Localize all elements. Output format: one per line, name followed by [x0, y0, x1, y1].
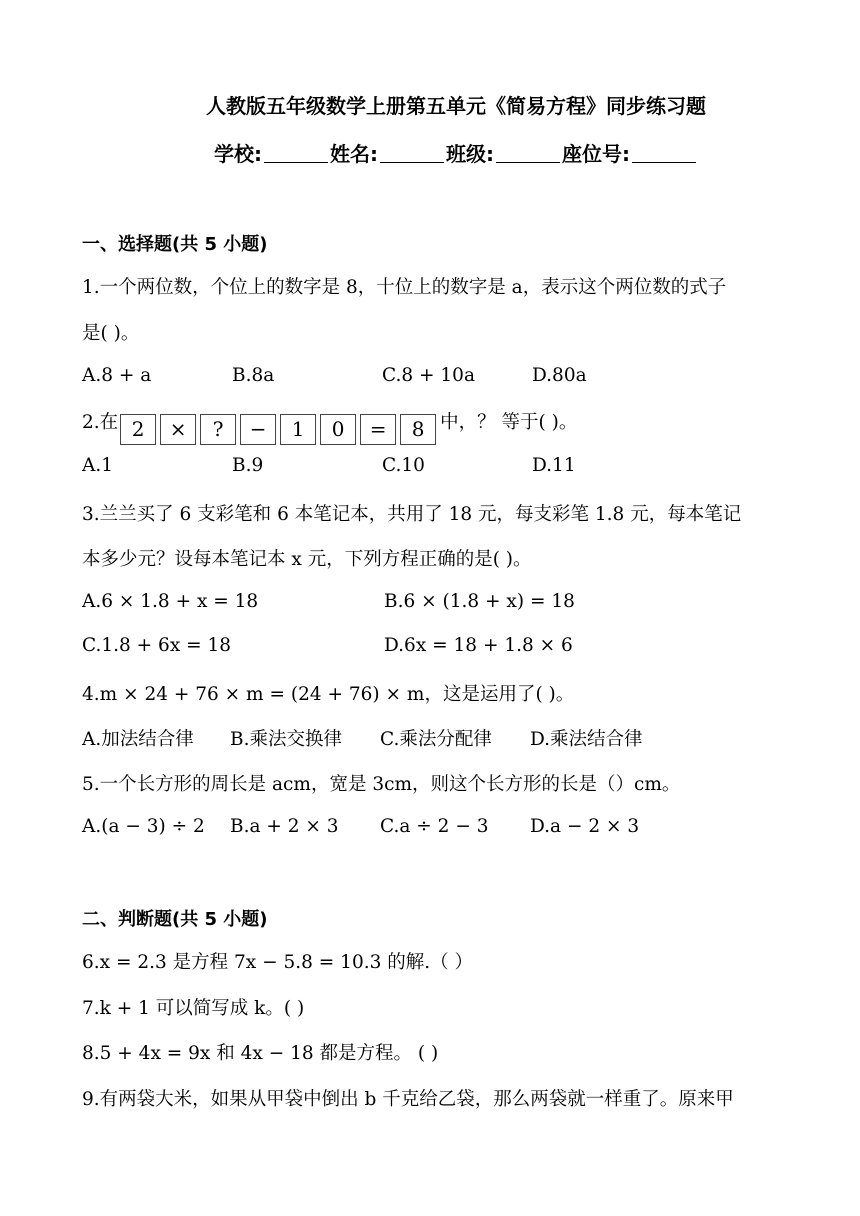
digit-box: 1: [280, 414, 316, 445]
class-blank[interactable]: [496, 146, 560, 163]
student-info-line: [0, 138, 860, 167]
q4-option-c[interactable]: C.乘法分配律: [380, 729, 492, 750]
q1-option-c[interactable]: C.8 + 10a: [382, 365, 475, 386]
q5-option-b[interactable]: B.a + 2 × 3: [230, 816, 339, 837]
q3-text-line2: 本多少元？设每本笔记本 x 元，下列方程正确的是( )。: [82, 549, 532, 570]
q2-prefix: 2.在: [82, 412, 119, 433]
q6-text: 6.x = 2.3 是方程 7x − 5.8 = 10.3 的解.（ ）: [82, 952, 474, 973]
q3-option-d[interactable]: D.6x = 18 + 1.8 × 6: [384, 635, 573, 656]
digit-box: 2: [120, 414, 156, 445]
q1-text-line1: 1.一个两位数，个位上的数字是 8，十位上的数字是 a，表示这个两位数的式子: [82, 277, 727, 298]
q3-option-c[interactable]: C.1.8 + 6x = 18: [82, 635, 232, 656]
name-label: 姓名:: [330, 142, 378, 166]
seat-blank[interactable]: [632, 146, 696, 163]
school-label: 学校:: [214, 142, 262, 166]
q2-option-b[interactable]: B.9: [232, 455, 264, 476]
q8-text: 8.5 + 4x = 9x 和 4x − 18 都是方程。 ( ): [82, 1043, 439, 1064]
section-heading-judgement: 二、判断题(共 5 小题): [82, 909, 268, 930]
q5-option-a[interactable]: A.(a − 3) ÷ 2: [82, 816, 205, 837]
q2-option-c[interactable]: C.10: [382, 455, 425, 476]
q5-text: 5.一个长方形的周长是 acm，宽是 3cm，则这个长方形的长是（）cm。: [82, 774, 681, 795]
school-blank[interactable]: [264, 146, 328, 163]
class-label: 班级:: [446, 142, 494, 166]
q5-option-c[interactable]: C.a ÷ 2 − 3: [380, 816, 489, 837]
equals-box: =: [360, 414, 396, 445]
minus-box: −: [240, 414, 276, 445]
q3-option-b[interactable]: B.6 × (1.8 + x) = 18: [384, 591, 575, 612]
q2-suffix: 中，？ 等于( )。: [440, 412, 578, 433]
q9-text: 9.有两袋大米，如果从甲袋中倒出 b 千克给乙袋，那么两袋就一样重了。原来甲: [82, 1089, 734, 1110]
q3-text-line1: 3.兰兰买了 6 支彩笔和 6 本笔记本，共用了 18 元，每支彩笔 1.8 元，每本笔记: [82, 504, 742, 525]
digit-box: 0: [320, 414, 356, 445]
q4-text: 4.m × 24 + 76 × m = (24 + 76) × m，这是运用了( )。: [82, 684, 575, 705]
q7-text: 7.k + 1 可以简写成 k。( ): [82, 998, 305, 1019]
q2-option-a[interactable]: A.1: [82, 455, 114, 476]
digit-box: 8: [400, 414, 436, 445]
multiply-box: ×: [160, 414, 196, 445]
q1-text-line2: 是( )。: [82, 323, 140, 344]
q3-option-a[interactable]: A.6 × 1.8 + x = 18: [82, 591, 259, 612]
q4-option-a[interactable]: A.加法结合律: [82, 729, 194, 750]
q1-option-b[interactable]: B.8a: [232, 365, 275, 386]
q1-option-d[interactable]: D.80a: [532, 365, 587, 386]
q5-option-d[interactable]: D.a − 2 × 3: [530, 816, 640, 837]
q4-option-b[interactable]: B.乘法交换律: [230, 729, 342, 750]
q4-option-d[interactable]: D.乘法结合律: [530, 729, 643, 750]
q2-option-d[interactable]: D.11: [532, 455, 576, 476]
name-blank[interactable]: [380, 146, 444, 163]
page-title: 人教版五年级数学上册第五单元《简易方程》同步练习题: [206, 94, 706, 118]
q1-option-a[interactable]: A.8 + a: [82, 365, 152, 386]
q2-text: [82, 408, 577, 445]
unknown-box: ?: [200, 414, 236, 445]
seat-label: 座位号:: [562, 142, 630, 166]
section-heading-choice: 一、选择题(共 5 小题): [82, 234, 268, 255]
